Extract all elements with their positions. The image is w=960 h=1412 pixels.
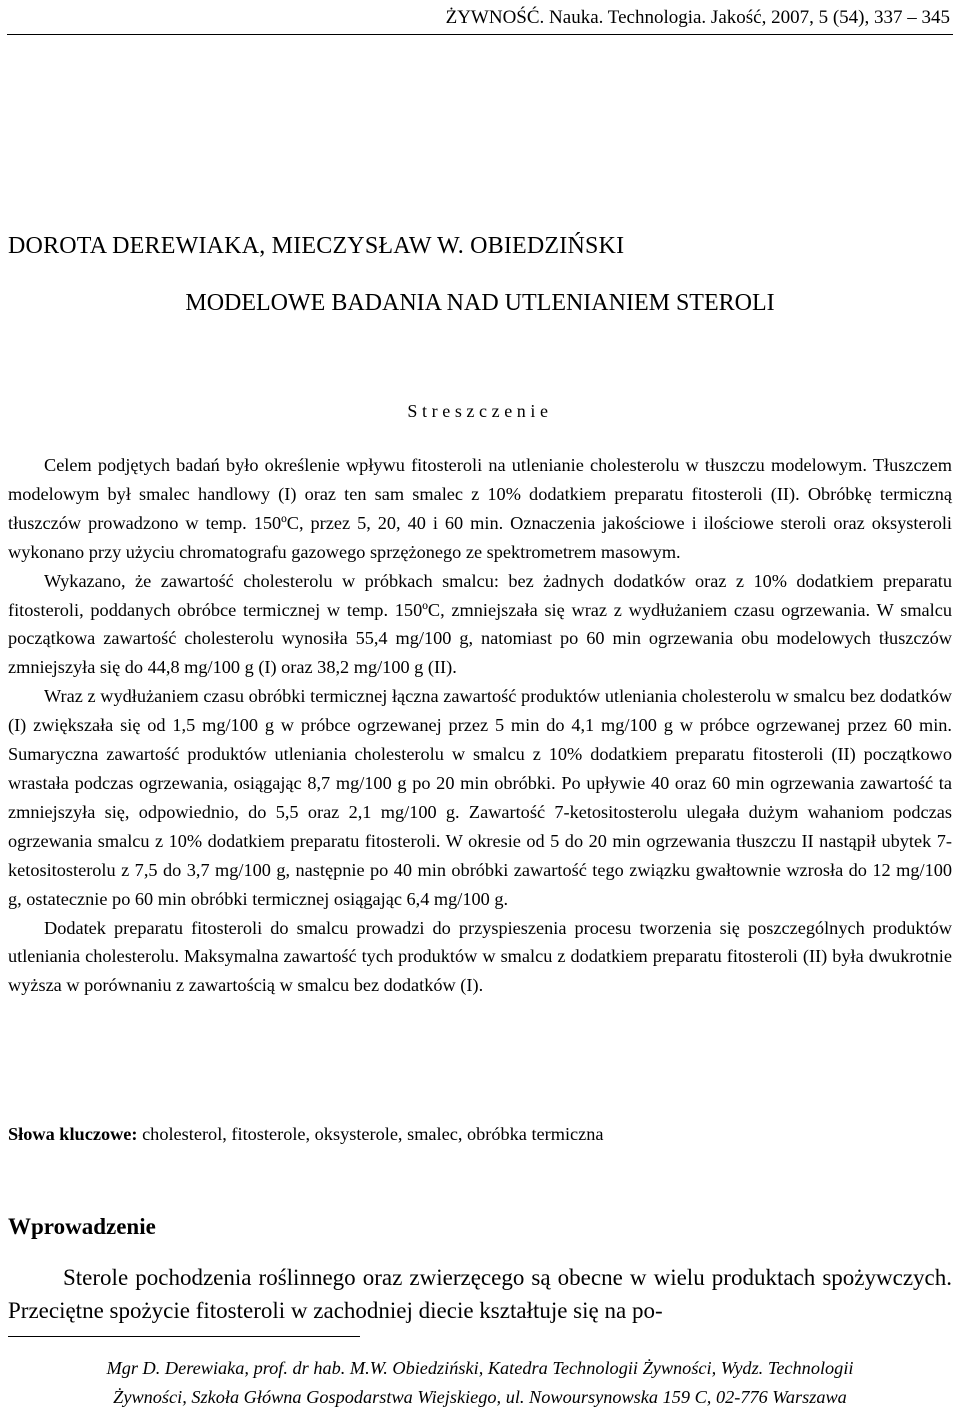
abstract-heading: Streszczenie <box>407 401 553 421</box>
abstract-paragraph: Wykazano, że zawartość cholesterolu w próbkach smalcu: bez żadnych dodatków oraz z 10% dodatkiem preparatu fitosteroli, poddanych obróbce termicznej w temp. 150ºC, zmniejszała się wraz z wydłużaniem czasu ogrzewania. W smalcu początkowa zawartość cholesterolu wynosiła 55,4 mg/100 g, natomiast po 60 min ogrzewania obu modelowych tłuszczów zmniejszyła się do 44,8 mg/100 g (I) oraz 38,2 mg/100 g (II). <box>8 570 952 678</box>
keywords-line <box>8 1121 952 1147</box>
article-title: MODELOWE BADANIA NAD UTLENIANIEM STEROLI <box>185 290 775 316</box>
abstract-paragraph: Dodatek preparatu fitosteroli do smalcu prowadzi do przyspieszenia procesu tworzenia się poszczególnych produktów utleniania cholesterolu. Maksymalna zawartość tych produktów w smalcu z dodatkiem preparatu fitosteroli (II) była dwukrotnie wyższa w porównaniu z zawartością w smalcu bez dodatków (I). <box>8 917 952 996</box>
abstract-body <box>8 451 952 1000</box>
footnote-divider <box>8 1336 360 1337</box>
abstract-paragraph: Wraz z wydłużaniem czasu obróbki termicznej łączna zawartość produktów utleniania cholesterolu w smalcu bez dodatków (I) zwiększała się od 1,5 mg/100 g w próbce ogrzewanej przez 5 min do 4,1 mg/100 g w próbce ogrzewanej przez 60 min. Sumaryczna zawartość produktów utleniania cholesterolu w smalcu z 10% dodatkiem preparatu fitosteroli (II) początkowo wrastała podczas ogrzewania, osiągając 8,7 mg/100 g po 20 min obróbki. Po upływie 40 oraz 60 min ogrzewania zawartość ta zmniejszyła się, odpowiednio, do 5,5 oraz 2,1 mg/100 g. Zawartość 7-ketositosterolu ulegała dużym wahaniom podczas ogrzewania smalcu z 10% dodatkiem preparatu fitosteroli. W okresie od 5 do 20 min ogrzewania tłuszczu II nastąpił ubytek 7-ketositosterolu z 7,5 do 3,7 mg/100 g, następnie po 40 min obróbki zawartość tego związku gwałtownie wzrosła do 12 mg/100 g, ostatecznie po 60 min obróbki termicznej osiągając 6,4 mg/100 g. <box>8 686 952 909</box>
introduction-body <box>8 1261 952 1327</box>
keywords-label: Słowa kluczowe: <box>8 1124 138 1144</box>
introduction-paragraph: Sterole pochodzenia roślinnego oraz zwierzęcego są obecne w wielu produktach spożywczych. Przeciętne spożycie fitosteroli w zachodniej diecie kształtuje się na po- <box>8 1265 952 1323</box>
footnote-line: Mgr D. Derewiaka, prof. dr hab. M.W. Obiedziński, Katedra Technologii Żywności, Wydz. Technologii <box>106 1358 854 1378</box>
authors-line: DOROTA DEREWIAKA, MIECZYSŁAW W. OBIEDZIŃSKI <box>8 233 625 259</box>
abstract-paragraph: Celem podjętych badań było określenie wpływu fitosteroli na utlenianie cholesterolu w tłuszczu modelowym. Tłuszczem modelowym był smalec handlowy (I) oraz ten sam smalec z 10% dodatkiem preparatu fitosteroli (II). Obróbkę termiczną tłuszczów prowadzono w temp. 150ºC, przez 5, 20, 40 i 60 min. Oznaczenia jakościowe i ilościowe steroli oraz oksysteroli wykonano przy użyciu chromatografu gazowego sprzężonego ze spektrometrem masowym. <box>8 455 952 562</box>
keywords-text: cholesterol, fitosterole, oksysterole, smalec, obróbka termiczna <box>137 1124 604 1144</box>
section-heading-introduction: Wprowadzenie <box>8 1214 156 1239</box>
header-divider <box>7 34 953 35</box>
journal-header: ŻYWNOŚĆ. Nauka. Technologia. Jakość, 2007, 5 (54), 337 – 345 <box>445 7 950 28</box>
author-affiliation-footnote <box>0 1354 960 1412</box>
footnote-line: Żywności, Szkoła Główna Gospodarstwa Wiejskiego, ul. Nowoursynowska 159 C, 02-776 Warszawa <box>113 1387 847 1407</box>
